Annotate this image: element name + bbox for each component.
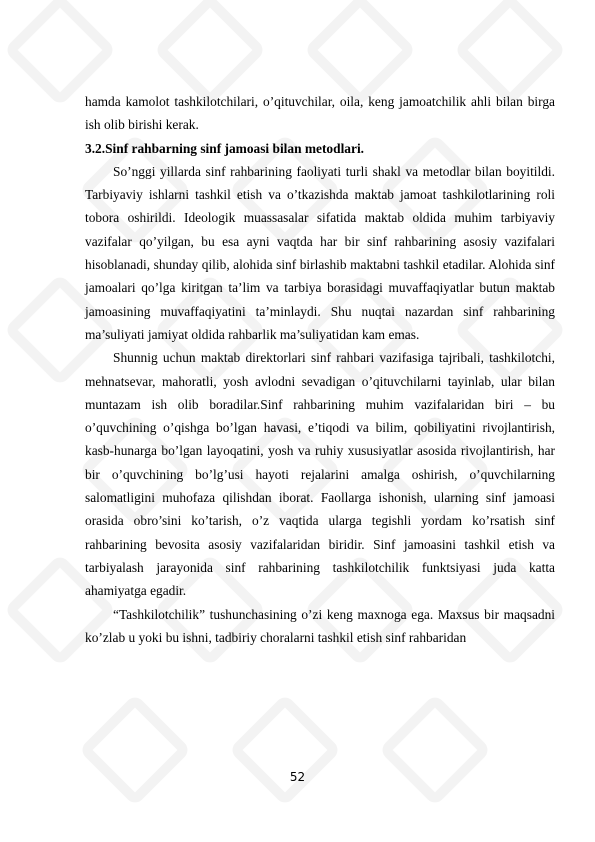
body-paragraph: Shunnig uchun maktab direktorlari sinf rahbari vazifasiga tajribali, tashkilotchi, mehnatsevar, mahoratli, yosh avlodni sevadigan o’qituvchilarni tayinlab, ular bilan muntazam ish olib boradilar.Sinf rahbarining muhim vazifalaridan biri – bu o’quvchining o’qishga bo’lgan havasi, e’tiqodi va bilim, qobiliyatini rivojlantirish, kasb-hunarga bo’lgan layoqatini, yosh va ruhiy xususiyatlar asosida rivojlantirish, har bir o’quvchining bo’lg’usi hayoti rejalarini amalga oshirish, o’quvchilarning salomatligini muhofaza qilishdan iborat. Faollarga ishonish, ularning sinf jamoasi orasida obro’sini ko’tarish, o’z vaqtida ularga tegishli yordam ko’rsatish sinf rahbarining bevosita asosiy vazifalaridan biridir. Sinf jamoasini tashkil etish va tarbiyalash jarayonida sinf rahbarining tashkilotchilik funktsiyasi juda katta ahamiyatga egadir. [85, 350, 555, 599]
page-body [85, 90, 555, 649]
page-number: 52 [289, 770, 306, 784]
diamond-watermark-icon [228, 693, 341, 806]
body-paragraph: So’nggi yillarda sinf rahbarining faoliyati turli shakl va metodlar bilan boyitildi. Tarbiyaviy ishlarni tashkil etish va o’tkazishda maktab jamoat tashkilotlarining roli tobora oshirildi. Ideologik muassasalar sifatida maktab oldida muhim tarbiyaviy vazifalar qo’yilgan, bu esa ayni vaqtda har bir sinf rahbarining asosiy vazifalari hisoblanadi, shunday qilib, alohida sinf birlashib maktabni tashkil etadilar. Alohida sinf jamoalari qo’lga kiritgan ta’lim va tarbiya borasidagi muvaffaqiyatlar butun maktab jamoasining muvaffaqiyatini ta’minlaydi. Shu nuqtai nazardan sinf rahbarining ma’suliyati jamiyat oldida rahbarlik ma’suliyatidan kam emas. [85, 163, 555, 342]
body-paragraph: hamda kamolot tashkilotchilari, o’qituvchilar, oila, keng jamoatchilik ahli bilan birga ish olib birishi kerak. [85, 94, 555, 133]
diamond-watermark-icon [78, 693, 191, 806]
diamond-watermark-icon [378, 693, 491, 806]
section-heading: 3.2.Sinf rahbarning sinf jamoasi bilan metodlari. [85, 140, 365, 156]
body-paragraph: “Tashkilotchilik” tushunchasining o’zi keng maxnoga ega. Maxsus bir maqsadni ko’zlab u yoki bu ishni, tadbiriy choralarni tashkil etish sinf rahbaridan [85, 606, 555, 645]
